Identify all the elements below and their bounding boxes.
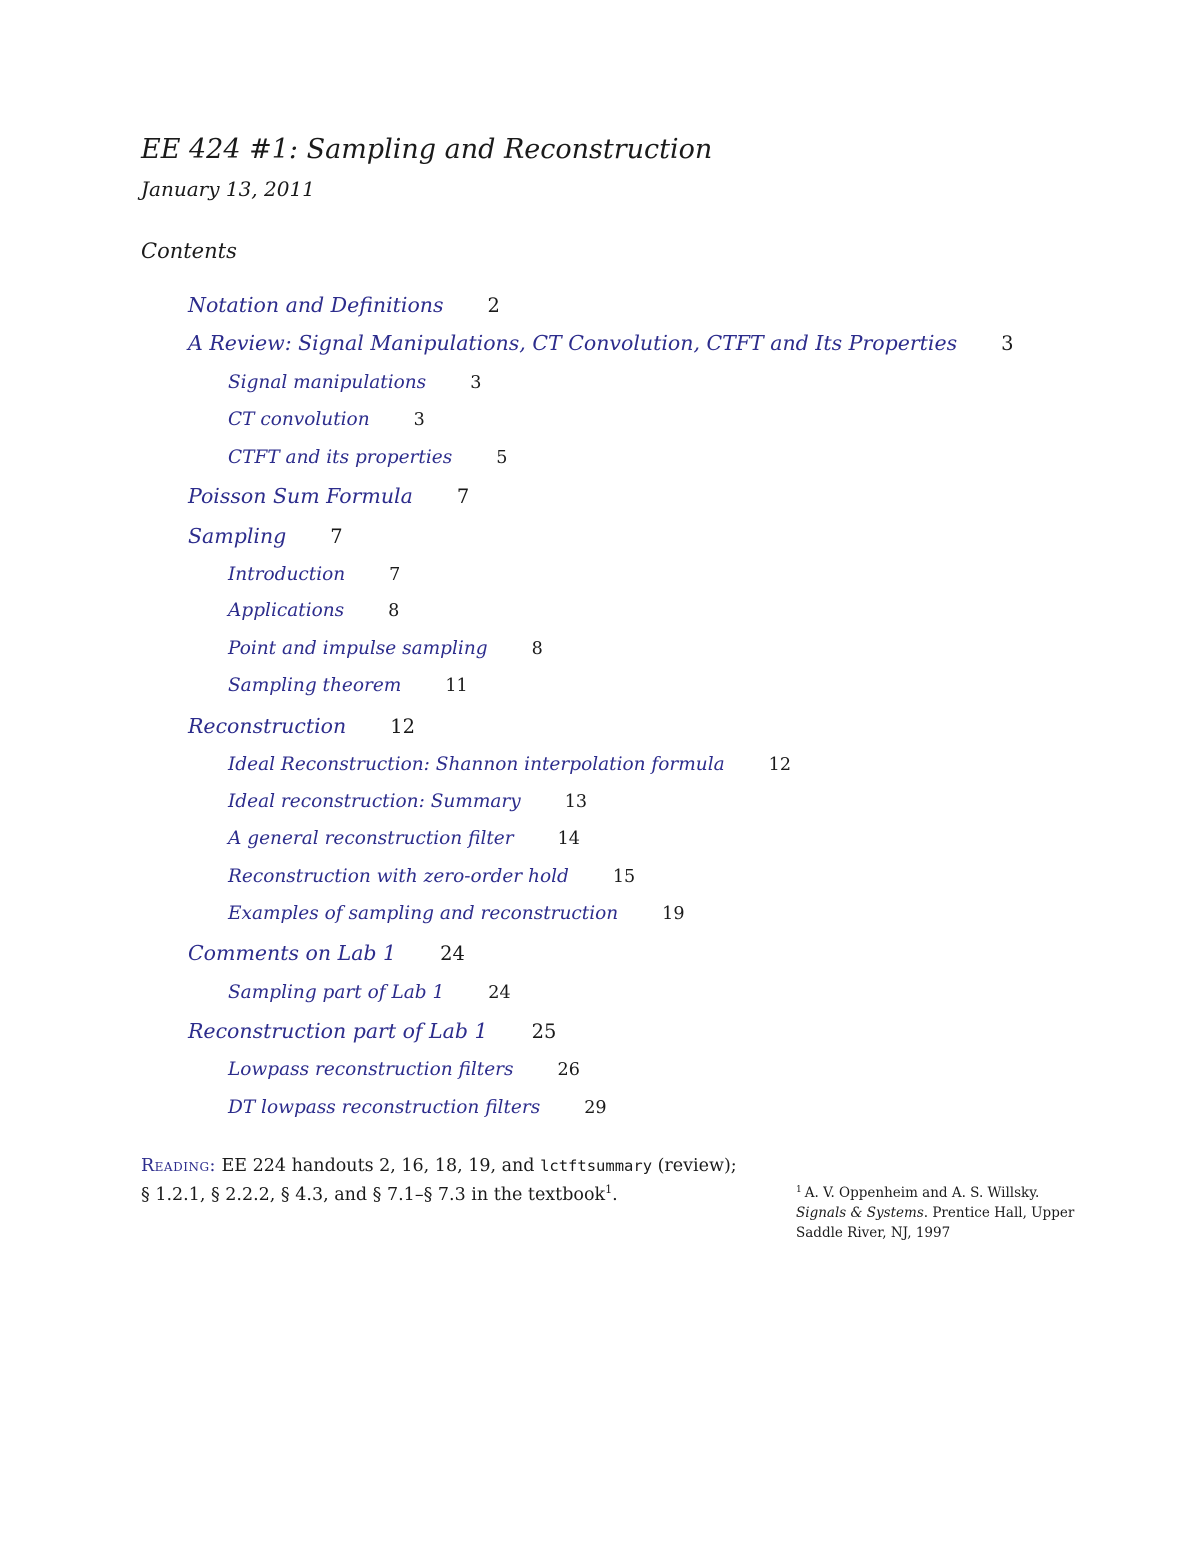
- toc-entry: [188, 524, 343, 548]
- document-title: EE 424 #1: Sampling and Reconstruction: [141, 134, 713, 165]
- reading-label: Reading:: [141, 1156, 216, 1176]
- toc-entry: [228, 866, 635, 887]
- toc-entry: [228, 675, 468, 696]
- toc-link[interactable]: CT convolution: [228, 409, 370, 430]
- toc-page-number: 7: [456, 485, 470, 508]
- toc-link[interactable]: CTFT and its properties: [228, 447, 453, 468]
- reading-handout-code: lctftsummary: [540, 1157, 653, 1175]
- toc-entry: [228, 903, 685, 924]
- toc-link[interactable]: Point and impulse sampling: [228, 638, 488, 659]
- toc-link[interactable]: A general reconstruction filter: [228, 828, 514, 849]
- toc-page-number: 19: [662, 904, 685, 924]
- toc-link[interactable]: Notation and Definitions: [188, 293, 444, 317]
- toc-link[interactable]: Introduction: [228, 564, 346, 585]
- toc-link[interactable]: Reconstruction: [188, 714, 347, 738]
- contents-heading: Contents: [141, 239, 237, 263]
- toc-entry: [228, 982, 511, 1003]
- toc-entry: [188, 941, 465, 965]
- toc-entry: [228, 600, 399, 621]
- toc-link[interactable]: Comments on Lab 1: [188, 941, 397, 965]
- toc-link[interactable]: Applications: [228, 600, 345, 621]
- toc-page-number: 8: [388, 601, 400, 621]
- reading-end-punct: .: [612, 1185, 618, 1205]
- toc-page-number: 3: [1001, 332, 1014, 355]
- toc-page-number: 7: [330, 525, 343, 548]
- toc-entry: [228, 447, 507, 468]
- toc-link[interactable]: Sampling theorem: [228, 675, 402, 696]
- toc-entry: [228, 1059, 580, 1080]
- document-date: January 13, 2011: [141, 177, 315, 201]
- toc-page-number: 2: [487, 294, 500, 317]
- toc-link[interactable]: Reconstruction part of Lab 1: [188, 1019, 488, 1043]
- toc-link[interactable]: Poisson Sum Formula: [188, 484, 413, 508]
- toc-entry: [188, 714, 415, 738]
- toc-link[interactable]: Lowpass reconstruction filters: [228, 1059, 514, 1080]
- toc-page-number: 11: [445, 676, 468, 696]
- toc-entry: [228, 828, 580, 849]
- toc-page-number: 29: [584, 1098, 607, 1118]
- toc-entry: [228, 372, 481, 393]
- toc-link[interactable]: Ideal reconstruction: Summary: [228, 791, 521, 812]
- toc-page-number: 5: [496, 448, 508, 468]
- toc-page-number: 14: [557, 829, 580, 849]
- toc-entry: [228, 409, 425, 430]
- toc-link[interactable]: DT lowpass reconstruction filters: [228, 1097, 541, 1118]
- toc-entry: [228, 564, 400, 585]
- toc-entry: [228, 791, 587, 812]
- toc-page-number: 12: [390, 715, 415, 738]
- toc-link[interactable]: Signal manipulations: [228, 372, 427, 393]
- toc-page-number: 13: [564, 792, 588, 812]
- toc-entry: [188, 484, 469, 508]
- toc-link[interactable]: Ideal Reconstruction: Shannon interpolation formula: [228, 754, 725, 775]
- toc-page-number: 25: [531, 1020, 557, 1043]
- toc-link[interactable]: A Review: Signal Manipulations, CT Convolution, CTFT and Its Properties: [188, 331, 958, 355]
- footnote: [796, 1183, 1086, 1243]
- toc-page-number: 15: [612, 867, 636, 887]
- toc-page-number: 24: [440, 942, 465, 965]
- toc-link[interactable]: Reconstruction with zero-order hold: [228, 866, 569, 887]
- footnote-book-title: Signals & Systems: [796, 1205, 924, 1221]
- toc-page-number: 26: [557, 1060, 580, 1080]
- footnote-authors: A. V. Oppenheim and A. S. Willsky.: [804, 1185, 1040, 1201]
- toc-entry: [228, 1097, 607, 1118]
- toc-entry: [188, 331, 1014, 355]
- reading-text-part1: EE 224 handouts 2, 16, 18, 19, and: [215, 1156, 541, 1176]
- toc-page-number: 7: [389, 565, 401, 585]
- toc-link[interactable]: Examples of sampling and reconstruction: [228, 903, 619, 924]
- reading-text-part2: (review);: [652, 1156, 737, 1176]
- toc-link[interactable]: Sampling part of Lab 1: [228, 982, 445, 1003]
- reading-sections: § 1.2.1, § 2.2.2, § 4.3, and § 7.1–§ 7.3 in the textbook: [141, 1185, 606, 1205]
- footnote-publisher: . Prentice Hall, Upper Saddle River, NJ, 1997: [796, 1205, 1075, 1241]
- toc-entry: [188, 293, 500, 317]
- toc-page-number: 3: [470, 373, 482, 393]
- toc-entry: [228, 638, 543, 659]
- toc-page-number: 8: [531, 639, 543, 659]
- footnote-number: 1: [796, 1184, 802, 1195]
- toc-entry: [188, 1019, 556, 1043]
- toc-page-number: 12: [768, 755, 792, 775]
- reading-assignment: [141, 1152, 781, 1210]
- toc-entry: [228, 754, 791, 775]
- toc-page-number: 3: [413, 410, 425, 430]
- footnote-marker[interactable]: 1: [605, 1183, 613, 1197]
- toc-link[interactable]: Sampling: [188, 524, 287, 548]
- toc-page-number: 24: [488, 983, 511, 1003]
